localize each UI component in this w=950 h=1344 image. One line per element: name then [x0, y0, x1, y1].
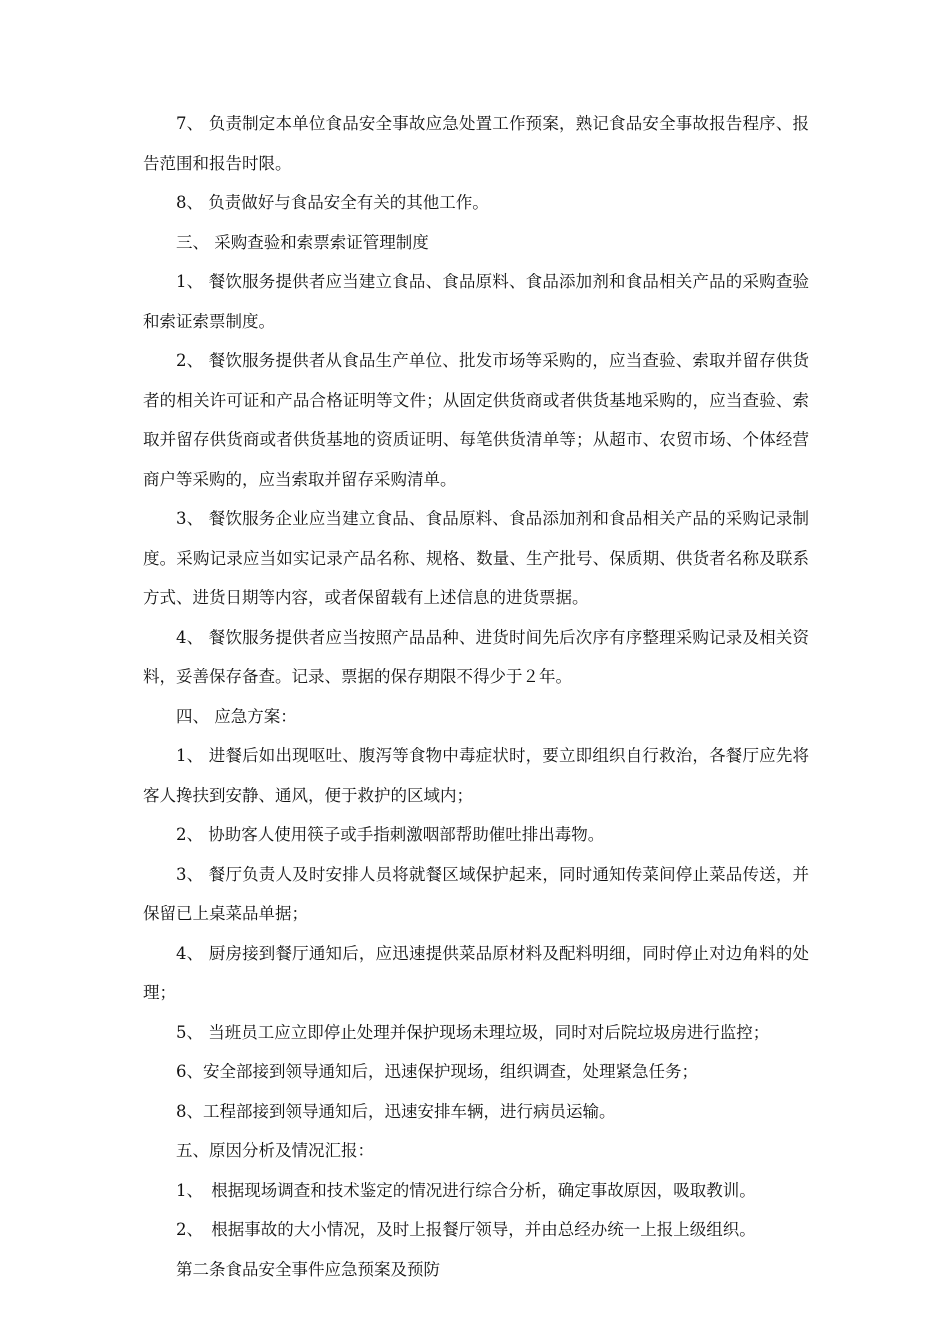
section-heading-emergency: 四、 应急方案： — [176, 706, 297, 726]
article-heading-second: 第二条食品安全事件应急预案及预防 — [176, 1259, 440, 1279]
paragraph-analysis-1: 1、 根据现场调查和技术鉴定的情况进行综合分析，确定事故原因，吸取教训。 — [176, 1180, 756, 1200]
paragraph-analysis-2: 2、 根据事故的大小情况，及时上报餐厅领导，并由总经办统一上报上级组织。 — [176, 1220, 756, 1239]
paragraph-procurement-4: 4、 餐饮服务提供者应当按照产品品种、进货时间先后次序有序整理采购记录及相关资料，妥善保存备查。记录、票据的保存期限不得少于２年。 — [143, 627, 809, 686]
paragraph-emergency-1: 1、 进餐后如出现呕吐、腹泻等食物中毒症状时，要立即组织自行救治，各餐厅应先将客人搀扶到安静、通风，便于救护的区域内； — [143, 746, 809, 805]
paragraph-item-7-duty: 7、 负责制定本单位食品安全事故应急处置工作预案，熟记食品安全事故报告程序、报告范围和报告时限。 — [143, 114, 809, 173]
paragraph-emergency-8: 8、工程部接到领导通知后，迅速安排车辆，进行病员运输。 — [176, 1101, 616, 1121]
paragraph-emergency-5: 5、 当班员工应立即停止处理并保护现场未理垃圾，同时对后院垃圾房进行监控； — [176, 1022, 770, 1042]
paragraph-procurement-1: 1、 餐饮服务提供者应当建立食品、食品原料、食品添加剂和食品相关产品的采购查验和索证索票制度。 — [143, 272, 809, 331]
paragraph-emergency-6: 6、安全部接到领导通知后，迅速保护现场，组织调查，处理紧急任务； — [176, 1062, 698, 1081]
paragraph-procurement-2: 2、 餐饮服务提供者从食品生产单位、批发市场等采购的，应当查验、索取并留存供货者的相关许可证和产品合格证明等文件；从固定供货商或者供货基地采购的，应当查验、索取并留存供货商或者供货基地的资质证明、每笔供货清单等；从超市、农贸市场、个体经营商户等采购的，应当索取并留存采购清单。 — [143, 351, 809, 489]
paragraph-emergency-3: 3、 餐厅负责人及时安排人员将就餐区域保护起来，同时通知传菜间停止菜品传送，并保留已上桌菜品单据； — [143, 864, 809, 923]
document-page — [143, 104, 809, 1289]
section-heading-analysis: 五、原因分析及情况汇报： — [176, 1141, 374, 1160]
paragraph-emergency-2: 2、 协助客人使用筷子或手指刺激咽部帮助催吐排出毒物。 — [176, 825, 605, 844]
section-heading-procurement: 三、 采购查验和索票索证管理制度 — [176, 232, 429, 252]
paragraph-procurement-3: 3、 餐饮服务企业应当建立食品、食品原料、食品添加剂和食品相关产品的采购记录制度。采购记录应当如实记录产品名称、规格、数量、生产批号、保质期、供货者名称及联系方式、进货日期等内容，或者保留载有上述信息的进货票据。 — [143, 509, 809, 607]
paragraph-item-8-duty: 8、 负责做好与食品安全有关的其他工作。 — [176, 193, 489, 212]
paragraph-emergency-4: 4、 厨房接到餐厅通知后，应迅速提供菜品原材料及配料明细，同时停止对边角料的处理； — [143, 943, 809, 1002]
